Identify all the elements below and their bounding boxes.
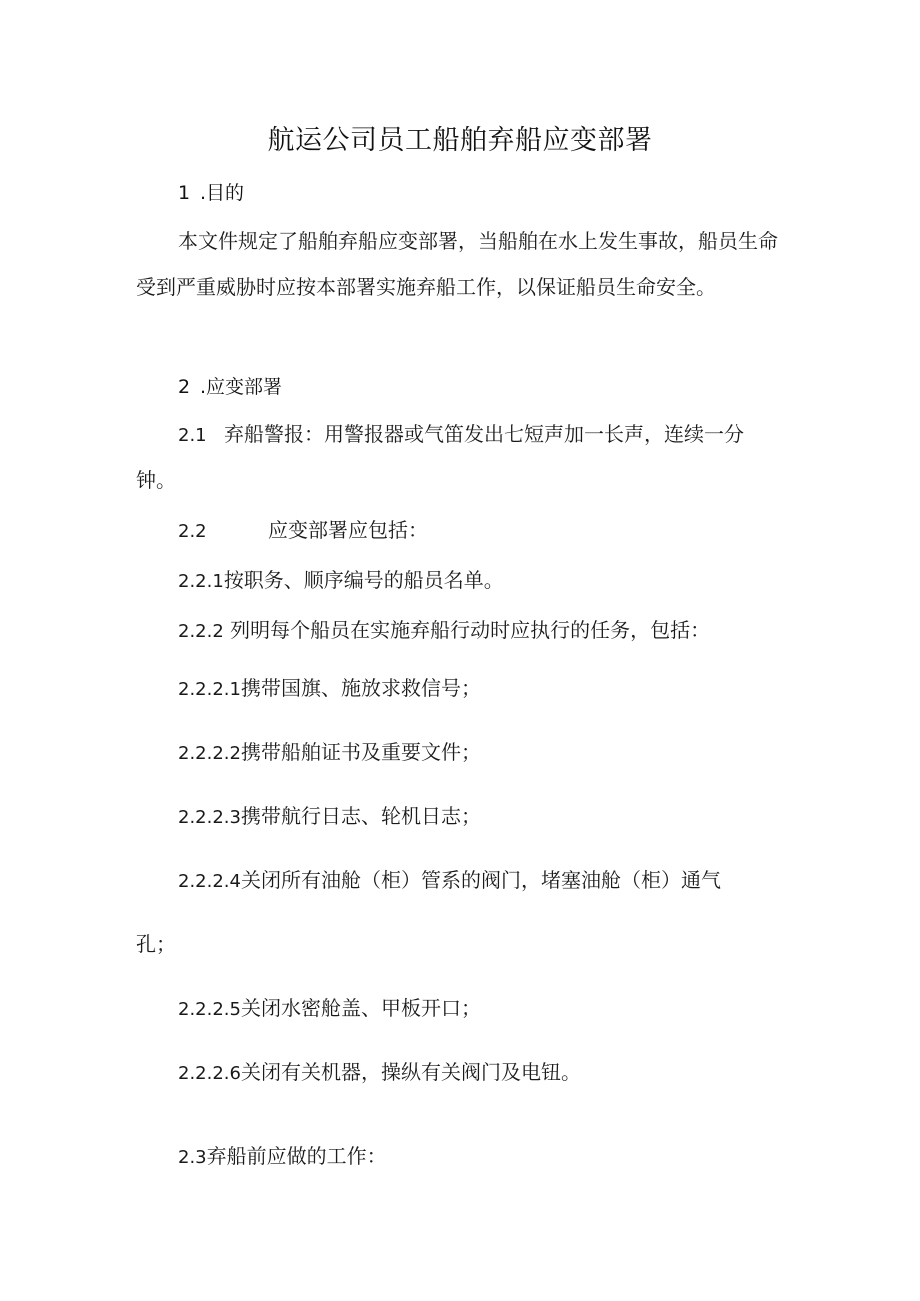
item-number: 2.2.2.4 xyxy=(178,871,241,892)
item-text: 携带航行日志、轮机日志； xyxy=(240,804,481,828)
item-number: 2.2.2 xyxy=(178,621,224,642)
item-number: 2.2.2.6 xyxy=(178,1063,241,1084)
item-number: 2.2.2.2 xyxy=(178,743,241,764)
item-2-2-2-5 xyxy=(178,992,481,1021)
section-2-heading xyxy=(178,372,282,399)
item-number: 2.2 xyxy=(178,521,207,542)
section-number: 1 xyxy=(178,182,191,204)
item-text: 按职务、顺序编号的船员名单。 xyxy=(223,568,504,592)
item-2-2-2-4-continued: 孔； xyxy=(136,932,176,956)
section-label: .应变部署 xyxy=(200,376,283,398)
item-text: 携带国旗、施放求救信号； xyxy=(240,676,481,700)
item-number: 2.2.2.3 xyxy=(178,807,241,828)
item-text: 关闭所有油舱（柜）管系的阀门，堵塞油舱（柜）通气 xyxy=(240,868,721,892)
item-2-2-2 xyxy=(178,614,710,643)
item-2-2-2-4 xyxy=(178,864,721,893)
item-2-2-1 xyxy=(178,564,504,593)
item-number: 2.3 xyxy=(178,1147,207,1168)
item-text: 列明每个船员在实施弃船行动时应执行的任务，包括： xyxy=(230,618,711,642)
item-2-2-2-6 xyxy=(178,1056,581,1085)
page-title: 航运公司员工船舶弃船应变部署 xyxy=(267,125,653,156)
item-text: 关闭水密舱盖、甲板开口； xyxy=(240,996,481,1020)
item-text: 携带船舶证书及重要文件； xyxy=(240,740,481,764)
section-number: 2 xyxy=(178,376,191,398)
item-number: 2.2.2.5 xyxy=(178,999,241,1020)
item-number: 2.1 xyxy=(178,425,207,446)
item-text: 弃船前应做的工作： xyxy=(206,1144,387,1168)
item-2-2 xyxy=(178,514,428,543)
item-2-1-continued: 钟。 xyxy=(136,468,176,492)
item-2-2-2-2 xyxy=(178,736,481,765)
item-2-1 xyxy=(178,418,744,447)
item-2-2-2-3 xyxy=(178,800,481,829)
item-2-3 xyxy=(178,1140,387,1169)
item-text: 应变部署应包括： xyxy=(268,518,428,542)
section-1-heading xyxy=(178,178,244,205)
section-label: .目的 xyxy=(200,182,245,204)
item-number: 2.2.2.1 xyxy=(178,679,241,700)
section-1-paragraph: 本文件规定了船舶弃船应变部署，当船舶在水上发生事故，船员生命受到严重威胁时应按本部署实施弃船工作，以保证船员生命安全。 xyxy=(136,229,778,299)
item-text: 弃船警报：用警报器或气笛发出七短声加一长声，连续一分 xyxy=(224,422,744,446)
item-text: 关闭有关机器，操纵有关阀门及电钮。 xyxy=(240,1060,581,1084)
item-number: 2.2.1 xyxy=(178,571,224,592)
item-2-2-2-1 xyxy=(178,672,481,701)
